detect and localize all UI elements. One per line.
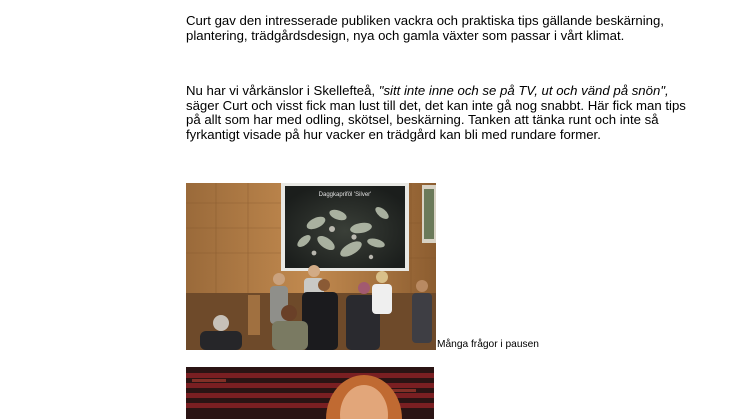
paragraph-spring — [186, 84, 686, 142]
paragraph-lead: Nu har vi vårkänslor i Skellefteå, — [186, 83, 379, 98]
paragraph-intro: Curt gav den intresserade publiken vackra och praktiska tips gällande beskärning, plantering, trädgårdsdesign, nya och gamla växter som passar i vårt klimat. — [186, 13, 664, 43]
photo-caption: Många frågor i pausen — [437, 339, 539, 350]
paragraph-rest: säger Curt och visst fick man lust till det, det kan inte gå nog snabbt. Här fick man tips på allt som har med odling, skötsel, beskärning. Tanken att tänka runt och inte så fyrkantigt visade på hur vacker en trädgård kan bli med rundare former. — [186, 97, 686, 142]
slide-title: Daggkapriföl 'Silver' — [318, 192, 372, 198]
audience-photo — [186, 367, 434, 419]
lecture-hall-photo — [186, 183, 436, 350]
curt-quote: "sitt inte inne och se på TV, ut och vänd på snön", — [378, 83, 669, 98]
